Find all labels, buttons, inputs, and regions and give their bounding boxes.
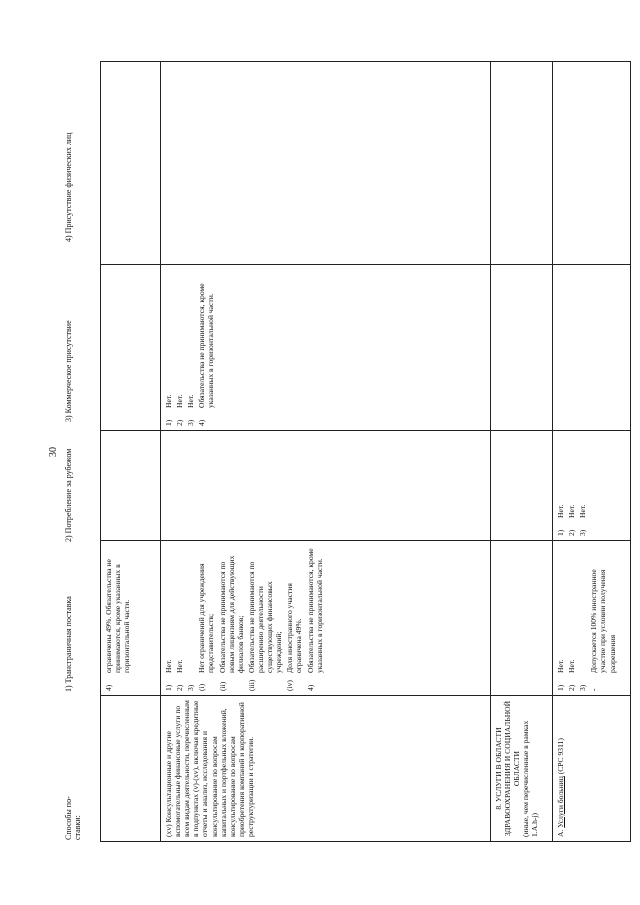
sector-number: 8. — [494, 803, 503, 810]
table-row — [161, 62, 491, 842]
list-item-text: Нет ограничений для учреждения представительств; — [197, 563, 216, 673]
list-item-text: Нет. — [175, 659, 185, 673]
cell-mode4 — [161, 265, 491, 431]
list-item-number: (iii) — [246, 679, 256, 691]
item-list — [164, 545, 324, 691]
list-item-text: Обязательства не принимаются, кроме указанных в горизонтальной части. — [305, 548, 324, 673]
list-item — [175, 269, 184, 426]
cell-mode1-mode2 — [491, 541, 553, 696]
commitments-table — [100, 61, 631, 842]
cell-extra — [491, 62, 553, 265]
list-item-text: Нет. — [567, 659, 577, 673]
list-item — [589, 545, 616, 691]
subsector-code: (CPC 9311) — [556, 738, 565, 777]
sector-description: (xv) Консультационные и другие вспомогательные финансовые услуги по всем видам деятельности, перечисленным в подпунктах (v)-(xv), включая кредитные отчеты и анализ, исследования и консультирование по вопросам капитальных и портфельных вложений, консультирование по вопросам приобретения компаний и корпоративной реструктуризации и стратегии. — [164, 700, 255, 837]
list-item — [556, 435, 565, 536]
list-item — [578, 545, 587, 691]
list-item — [175, 545, 184, 691]
header-mode1: 1) Трансграничная поставка — [64, 596, 73, 692]
list-item — [164, 545, 173, 691]
header-mode3: 3) Коммерческое присутствие — [64, 320, 73, 422]
list-item — [578, 435, 587, 536]
cell-mode1-mode2 — [101, 541, 161, 696]
list-item-text: Нет. — [164, 659, 173, 673]
list-item-text: Нет. — [578, 504, 588, 518]
list-item-number: 3) — [578, 529, 588, 536]
item-list — [556, 435, 587, 536]
list-item — [186, 269, 195, 426]
list-item — [104, 545, 131, 691]
list-item-text: Нет. — [556, 659, 565, 673]
list-item-number: 3) — [186, 684, 196, 691]
cell-mode3 — [553, 431, 631, 541]
cell-mode1-mode2 — [553, 541, 631, 696]
list-item-number: 4) — [305, 684, 315, 691]
cell-sector — [553, 696, 631, 842]
header-mode4: 4) Присутствие физических лиц — [64, 132, 73, 242]
list-item-text: Нет. — [567, 504, 577, 518]
list-item-number: 2) — [567, 684, 577, 691]
sector-heading — [494, 700, 521, 837]
list-item — [306, 545, 324, 691]
table-row — [491, 62, 553, 842]
list-item — [197, 269, 215, 426]
cell-extra — [161, 62, 491, 265]
list-item-number: (iv) — [285, 680, 295, 691]
list-item-number: 1) — [556, 529, 565, 536]
list-item-number: 1) — [556, 684, 565, 691]
cell-sector — [161, 696, 491, 842]
list-item — [247, 545, 283, 691]
cell-extra — [553, 62, 631, 265]
list-item-text: Обязательства не принимаются по новым лицензиям для действующих филиалов банков; — [217, 555, 245, 673]
subsector-link[interactable]: Услуги больниц — [556, 776, 565, 828]
list-item-number: 2) — [175, 684, 185, 691]
list-item — [556, 545, 565, 691]
sector-title: УСЛУГИ В ОБЛАСТИ ЗДРАВООХРАНЕНИЯ И СОЦИАЛЬНОЙ ОБЛАСТИ — [494, 700, 522, 837]
list-item-text: Нет. — [556, 504, 565, 518]
list-item-text — [578, 545, 587, 673]
list-item — [197, 545, 215, 691]
table-row — [101, 62, 161, 842]
list-item-number: 1) — [164, 684, 173, 691]
list-item-number: 3) — [578, 684, 588, 691]
item-list — [556, 545, 617, 691]
list-item — [567, 545, 576, 691]
list-item-text: Нет. — [164, 394, 173, 408]
list-item-text: Нет. — [186, 394, 196, 408]
cell-sector — [101, 696, 161, 842]
list-item — [285, 545, 303, 691]
list-item-number: 4) — [197, 419, 207, 426]
list-item-text: Допускается 100% иностранное участие при условии получения разрешения — [589, 569, 617, 673]
list-item-text: Нет. — [175, 394, 185, 408]
cell-mode3 — [161, 431, 491, 541]
cell-mode3 — [491, 431, 553, 541]
list-item-number: 3) — [186, 419, 196, 426]
list-item-number: 4) — [104, 684, 113, 691]
item-list — [104, 545, 131, 691]
header-mode2: 2) Потребление за рубежом — [64, 448, 73, 542]
list-item-number: 1) — [164, 419, 173, 426]
subsector-letter: A. — [556, 829, 565, 837]
list-item-number: (ii) — [217, 681, 227, 691]
list-item-number: - — [589, 688, 599, 691]
list-item — [567, 435, 576, 536]
list-item-number: 2) — [175, 419, 185, 426]
rotated-page — [40, 62, 617, 842]
cell-mode1-mode2 — [161, 541, 491, 696]
item-list — [164, 269, 216, 426]
cell-mode4 — [491, 265, 553, 431]
cell-extra — [101, 62, 161, 265]
column-header — [64, 62, 92, 842]
list-item — [218, 545, 245, 691]
cell-sector — [491, 696, 553, 842]
list-item — [186, 545, 195, 691]
list-item-number: 2) — [567, 529, 577, 536]
table-row — [553, 62, 631, 842]
list-item-text: Доля иностранного участия ограничена 49%. — [285, 583, 304, 673]
list-item-text: Обязательства не принимаются, кроме указанных в горизонтальной части. — [197, 283, 216, 408]
page-number: 30 — [48, 447, 59, 457]
list-item-text — [186, 545, 195, 673]
cell-mode3 — [101, 431, 161, 541]
cell-mode4 — [553, 265, 631, 431]
list-item-text: ограничены 49%. Обязательства не принимаются, кроме указанных в горизонтальной части. — [104, 559, 132, 673]
sector-note: (иные, чем перечисленные в рамках 1.A.h-j) — [521, 720, 540, 837]
list-item-text: Обязательства не принимаются по расширению деятельности существующих финансовых учреждений; — [246, 561, 284, 673]
header-modes-label: Способы по-ставки: — [64, 796, 83, 840]
cell-mode4 — [101, 265, 161, 431]
list-item — [164, 269, 173, 426]
list-item-number: (i) — [197, 683, 207, 691]
